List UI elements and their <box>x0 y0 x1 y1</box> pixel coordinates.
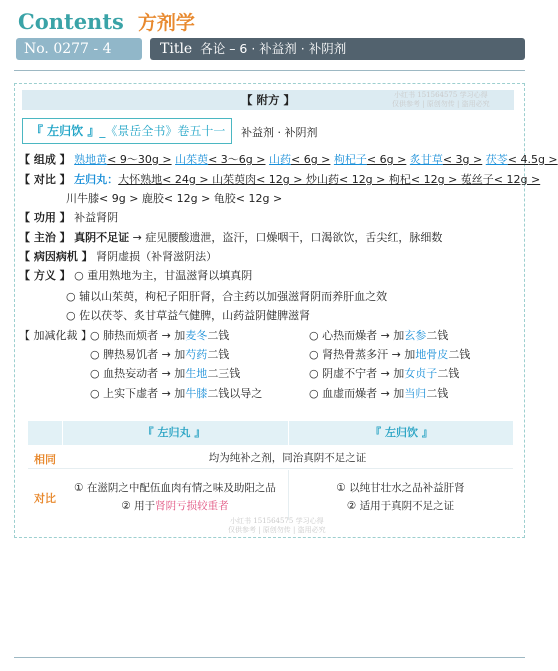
modification-item <box>309 367 459 381</box>
modification-item <box>90 329 229 343</box>
modification-herb: 牛膝 <box>185 387 208 400</box>
analysis-line: ○ 辅以山茱萸，枸杞子阳肝肾，合主药以加强滋肾阴而养肝血之效 <box>66 290 388 303</box>
modifications-label: 【 加减化裁 】 <box>19 329 92 342</box>
modification-condition: ○ 血虚而燥者 → 加 <box>309 387 405 400</box>
modification-herb: 生地 <box>185 367 208 380</box>
modification-item <box>309 329 448 343</box>
analysis-line: ○ 重用熟地为主，甘温滋肾以填真阴 <box>74 269 253 282</box>
herb-name: 茯苓 <box>485 153 508 166</box>
modification-herb: 芍药 <box>185 348 208 361</box>
modification-item <box>90 348 229 362</box>
herb-name: 山药 <box>268 153 291 166</box>
compare-left-line1: ① 在滋阴之中配伍血肉有情之味及助阳之品 <box>74 482 276 494</box>
table-divider <box>288 421 289 445</box>
herb-dose: < 3～6g > <box>208 153 266 166</box>
composition-row <box>19 153 558 167</box>
modification-item <box>90 387 262 401</box>
herb-name: 山茱萸 <box>175 153 209 166</box>
modification-item <box>90 367 240 381</box>
watermark-top-line1: 小红书 151564575 学习心得 <box>394 91 488 99</box>
watermark-top-line2: 仅供参考 | 原创勿传 | 盗用必究 <box>392 100 490 108</box>
row-label-compare: 对比 <box>34 492 56 505</box>
herb-dose: < 6g > <box>366 153 407 166</box>
row-label-same: 相同 <box>34 453 56 466</box>
modification-herb: 地骨皮 <box>415 348 449 361</box>
title-text: 各论 – 6 · 补益剂 · 补阴剂 <box>200 41 347 56</box>
formula-name: 『 左归饮 』 <box>31 124 100 138</box>
modification-condition: ○ 肺热而烦者 → 加 <box>90 329 186 342</box>
herb-dose: < 4.5g > <box>507 153 558 166</box>
watermark-bottom-line1: 小红书 151564575 学习心得 <box>230 517 324 525</box>
modification-herb: 当归 <box>404 387 427 400</box>
indication-text: → 症见腰酸遗泄，盗汗，口燥咽干，口渴欲饮，舌尖红，脉细数 <box>129 231 443 244</box>
title-pill <box>150 38 525 60</box>
comparison-line2: 川牛膝< 9g > 鹿胶< 12g > 龟胶< 12g > <box>66 192 283 205</box>
modification-condition: ○ 阴虚不宁者 → 加 <box>309 367 405 380</box>
modification-dose: 二三钱 <box>207 367 241 380</box>
function-label: 【 功用 】 <box>19 211 71 224</box>
compare-right-line1: ① 以纯甘壮水之品补益肝肾 <box>336 482 465 494</box>
watermark-top <box>392 91 490 109</box>
comparison-name: 左归丸： <box>74 173 119 186</box>
formula-category: 补益剂 · 补阴剂 <box>241 126 318 139</box>
modification-dose: 二钱 <box>437 367 460 380</box>
composition-label: 【 组成 】 <box>19 153 71 166</box>
modification-condition: ○ 上实下虚者 → 加 <box>90 387 186 400</box>
modification-dose: 二钱 <box>207 329 230 342</box>
herb-name: 熟地黄 <box>74 153 108 166</box>
modification-dose: 二钱 <box>426 387 449 400</box>
modification-condition: ○ 肾热骨蒸多汗 → 加 <box>309 348 416 361</box>
modification-herb: 女贞子 <box>404 367 438 380</box>
shared-text: 均为纯补之剂，同治真阴不足之证 <box>208 452 367 464</box>
table-header-left: 『 左归丸 』 <box>142 426 206 439</box>
modification-dose: 二钱 <box>426 329 449 342</box>
function-text: 补益肾阴 <box>74 211 119 224</box>
header-title-cn: 方剂学 <box>137 12 195 34</box>
comparison-line1: 大怀熟地< 24g > 山茱萸肉< 12g > 炒山药< 12g > 枸杞< 12g > 菟丝子< 12g > <box>118 173 541 186</box>
modification-condition: ○ 脾热易饥者 → 加 <box>90 348 186 361</box>
section-label: 【 附方 】 <box>22 90 514 110</box>
function-row <box>19 211 118 225</box>
watermark-bottom <box>228 517 326 535</box>
herb-dose: < 6g > <box>290 153 331 166</box>
compare-right-line2: ② 适用于真阴不足之证 <box>346 500 455 512</box>
indication-row <box>19 231 442 245</box>
indication-label: 【 主治 】 <box>19 231 71 244</box>
title-label: Title <box>160 41 193 57</box>
indication-key: 真阴不足证 <box>74 231 130 244</box>
herb-dose: < 9～30g > <box>107 153 172 166</box>
pathogenesis-row <box>19 250 217 264</box>
analysis-row <box>19 269 252 283</box>
formula-source: _《景岳全书》卷五十一 <box>99 124 226 138</box>
comparison-label: 【 对比 】 <box>19 173 71 186</box>
modification-condition: ○ 心热而燥者 → 加 <box>309 329 405 342</box>
number-pill: No. 0277 - 4 <box>16 38 142 60</box>
modification-dose: 二钱 <box>207 348 230 361</box>
modification-item <box>309 348 470 362</box>
modification-herb: 麦冬 <box>185 329 208 342</box>
herb-name: 枸杞子 <box>333 153 367 166</box>
header-title-en: Contents <box>18 9 124 34</box>
modification-dose: 二钱以导之 <box>207 387 263 400</box>
formula-name-box <box>22 118 232 144</box>
modification-condition: ○ 血热妄动者 → 加 <box>90 367 186 380</box>
modification-herb: 玄参 <box>404 329 427 342</box>
analysis-line: ○ 佐以茯苓、炙甘草益气健脾，山药益阴健脾滋肾 <box>66 309 311 322</box>
page-header <box>18 8 195 34</box>
footer-divider <box>14 657 525 658</box>
table-header-right: 『 左归饮 』 <box>370 426 433 439</box>
modification-dose: 二钱 <box>448 348 471 361</box>
modification-item <box>309 387 448 401</box>
table-row-divider <box>28 468 513 469</box>
pathogenesis-text: 肾阴虚损（补肾滋阴法） <box>96 250 218 263</box>
watermark-bottom-line2: 仅供参考 | 原创勿传 | 盗用必究 <box>228 526 326 534</box>
compare-left-prefix: ② 用于 <box>121 500 156 512</box>
analysis-label: 【 方义 】 <box>19 269 71 282</box>
comparison-row <box>19 173 540 187</box>
herb-dose: < 3g > <box>442 153 483 166</box>
herb-name: 炙甘草 <box>409 153 443 166</box>
compare-left-highlight: 肾阴亏损较重者 <box>155 500 229 512</box>
pathogenesis-label: 【 病因病机 】 <box>19 250 93 263</box>
compare-left-line2 <box>62 499 288 514</box>
header-divider <box>14 70 525 71</box>
